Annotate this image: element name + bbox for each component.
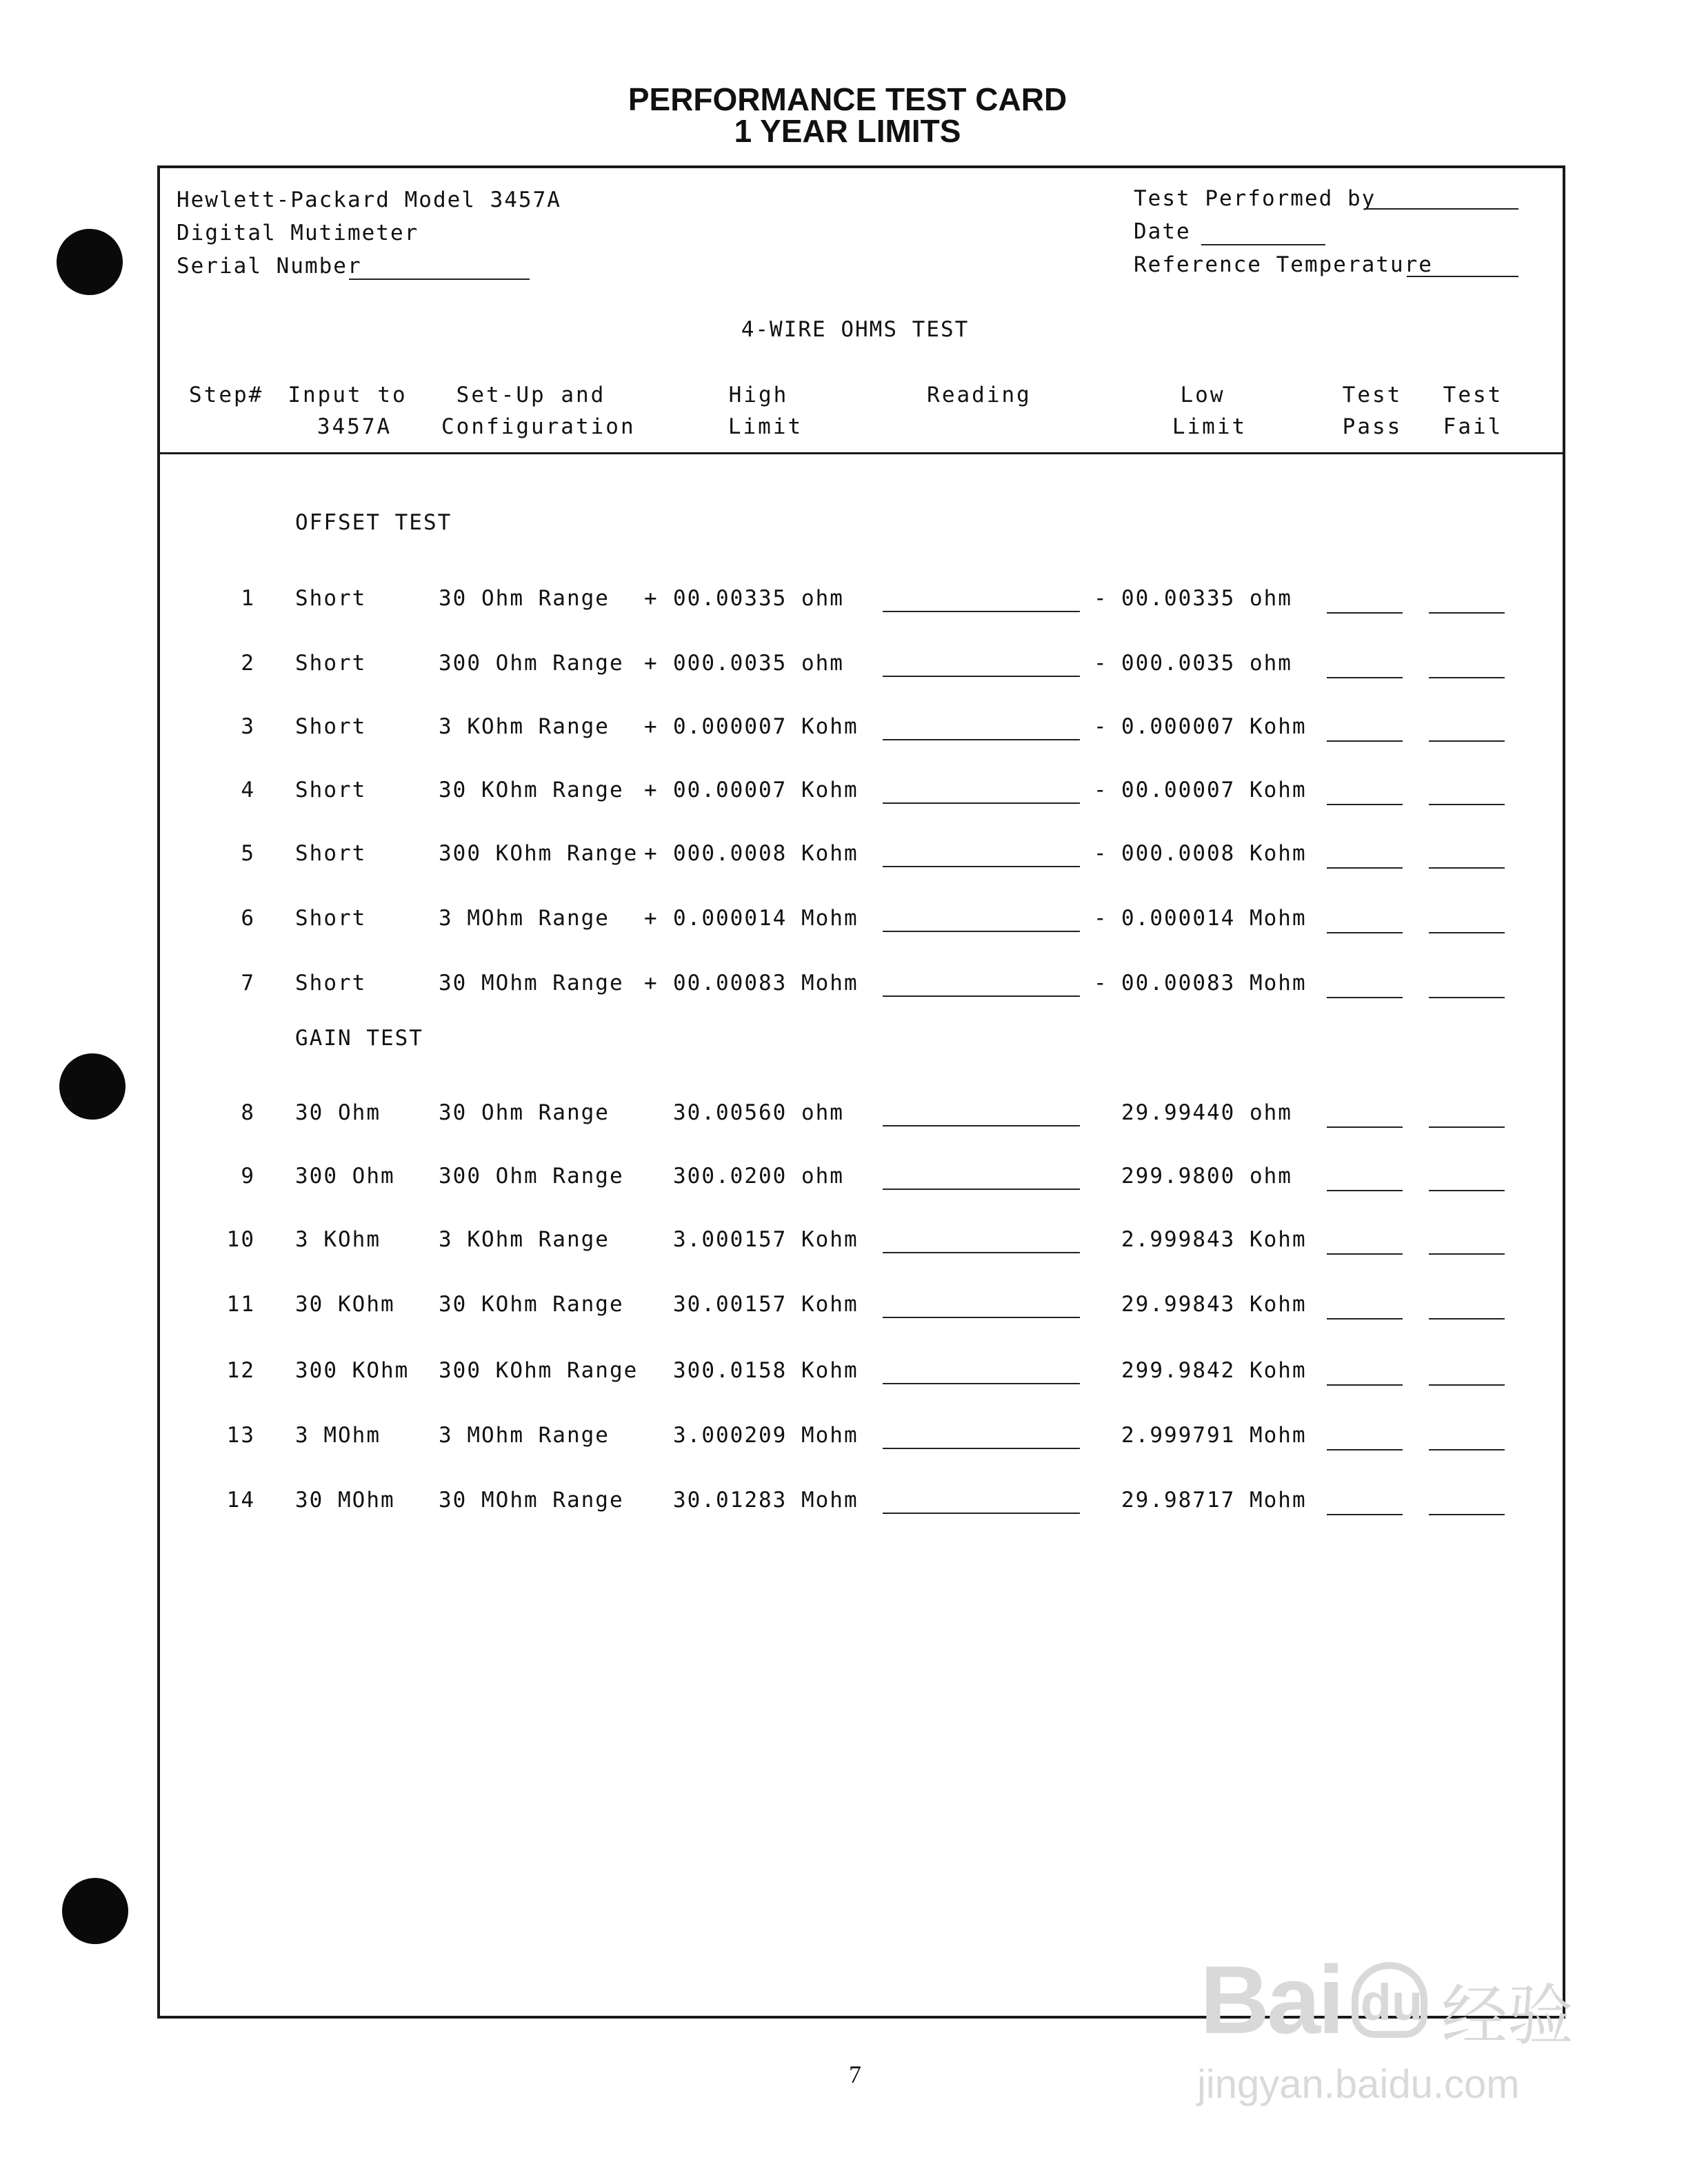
- row-high-sign: +: [644, 714, 659, 739]
- row-fail-field[interactable]: [1429, 932, 1505, 933]
- row-high-limit: 30.01283 Mohm: [673, 1488, 859, 1513]
- row-reading-field[interactable]: [883, 1383, 1080, 1384]
- reference-temperature-label: Reference Temperature: [1134, 252, 1433, 277]
- column-input-line2: 3457A: [317, 414, 392, 439]
- row-input: 30 MOhm: [295, 1488, 395, 1513]
- row-pass-field[interactable]: [1327, 740, 1403, 742]
- row-step: 13: [226, 1423, 255, 1448]
- row-high-limit: 3.000157 Kohm: [673, 1227, 859, 1252]
- row-high-limit: 00.00007 Kohm: [673, 778, 859, 802]
- section-offset-test: OFFSET TEST: [295, 510, 452, 535]
- serial-number-field[interactable]: [349, 279, 530, 280]
- row-fail-field[interactable]: [1429, 677, 1505, 678]
- row-low-limit: 2.999791 Mohm: [1121, 1423, 1307, 1448]
- row-step: 3: [241, 714, 255, 739]
- row-setup: 30 KOhm Range: [439, 778, 624, 802]
- row-low-sign: -: [1094, 841, 1108, 866]
- row-pass-field[interactable]: [1327, 1253, 1403, 1255]
- row-reading-field[interactable]: [883, 866, 1080, 867]
- row-low-limit: 00.00335 ohm: [1121, 586, 1292, 611]
- row-low-limit: 299.9800 ohm: [1121, 1164, 1292, 1189]
- section-gain-test: GAIN TEST: [295, 1026, 423, 1051]
- instrument-label: Digital Mutimeter: [177, 221, 419, 245]
- row-input: 30 KOhm: [295, 1292, 395, 1317]
- row-step: 9: [241, 1164, 255, 1189]
- row-input: Short: [295, 651, 367, 676]
- row-pass-field[interactable]: [1327, 1449, 1403, 1450]
- row-reading-field[interactable]: [883, 1317, 1080, 1318]
- page-number: 7: [849, 2061, 861, 2088]
- watermark-brand-tail: du: [1360, 1974, 1423, 2031]
- row-input: Short: [295, 586, 367, 611]
- watermark-brand: Bai: [1200, 1945, 1342, 2054]
- header-divider: [157, 452, 1565, 454]
- row-low-limit: 2.999843 Kohm: [1121, 1227, 1307, 1252]
- row-setup: 30 Ohm Range: [439, 586, 610, 611]
- row-low-limit: 29.98717 Mohm: [1121, 1488, 1307, 1513]
- row-high-limit: 00.00083 Mohm: [673, 971, 859, 995]
- row-input: Short: [295, 714, 367, 739]
- row-input: Short: [295, 841, 367, 866]
- row-fail-field[interactable]: [1429, 1514, 1505, 1515]
- row-low-limit: 0.000014 Mohm: [1121, 906, 1307, 931]
- row-fail-field[interactable]: [1429, 1449, 1505, 1450]
- row-high-sign: +: [644, 778, 659, 802]
- row-pass-field[interactable]: [1327, 1514, 1403, 1515]
- row-fail-field[interactable]: [1429, 1253, 1505, 1255]
- row-step: 7: [241, 971, 255, 995]
- row-high-sign: +: [644, 906, 659, 931]
- row-high-sign: +: [644, 971, 659, 995]
- row-input: Short: [295, 778, 367, 802]
- date-field[interactable]: [1201, 244, 1325, 245]
- row-fail-field[interactable]: [1429, 997, 1505, 998]
- row-setup: 30 Ohm Range: [439, 1100, 610, 1125]
- binder-hole-bottom: [62, 1878, 128, 1944]
- binder-hole-middle: [59, 1053, 126, 1120]
- row-reading-field[interactable]: [883, 1448, 1080, 1449]
- model-label: Hewlett-Packard Model 3457A: [177, 188, 561, 212]
- row-fail-field[interactable]: [1429, 804, 1505, 805]
- row-reading-field[interactable]: [883, 931, 1080, 932]
- row-pass-field[interactable]: [1327, 1126, 1403, 1128]
- row-reading-field[interactable]: [883, 611, 1080, 612]
- row-low-sign: -: [1094, 586, 1108, 611]
- row-low-sign: -: [1094, 778, 1108, 802]
- row-fail-field[interactable]: [1429, 612, 1505, 614]
- column-setup-line2: Configuration: [441, 414, 636, 439]
- column-input-line1: Input to: [288, 383, 408, 407]
- column-fail-line2: Fail: [1443, 414, 1503, 439]
- column-fail-line1: Test: [1443, 383, 1503, 407]
- watermark-cn: 经验: [1441, 1977, 1574, 2054]
- row-fail-field[interactable]: [1429, 1384, 1505, 1386]
- row-input: 30 Ohm: [295, 1100, 381, 1125]
- row-low-limit: 000.0008 Kohm: [1121, 841, 1307, 866]
- page-title: PERFORMANCE TEST CARD: [628, 81, 1067, 117]
- row-low-limit: 29.99843 Kohm: [1121, 1292, 1307, 1317]
- date-label: Date: [1134, 219, 1191, 244]
- row-reading-field[interactable]: [883, 676, 1080, 677]
- row-low-sign: -: [1094, 906, 1108, 931]
- row-reading-field[interactable]: [883, 995, 1080, 997]
- row-input: 300 Ohm: [295, 1164, 395, 1189]
- row-high-limit: 300.0158 Kohm: [673, 1358, 859, 1383]
- row-high-limit: 300.0200 ohm: [673, 1164, 844, 1189]
- row-reading-field[interactable]: [883, 1252, 1080, 1253]
- row-setup: 3 KOhm Range: [439, 714, 610, 739]
- row-pass-field[interactable]: [1327, 1190, 1403, 1191]
- watermark-url: jingyan.baidu.com: [1197, 2062, 1520, 2107]
- row-reading-field[interactable]: [883, 802, 1080, 804]
- row-high-limit: 30.00560 ohm: [673, 1100, 844, 1125]
- row-high-sign: +: [644, 651, 659, 676]
- row-step: 5: [241, 841, 255, 866]
- row-high-sign: +: [644, 841, 659, 866]
- row-high-limit: 30.00157 Kohm: [673, 1292, 859, 1317]
- row-low-limit: 00.00083 Mohm: [1121, 971, 1307, 995]
- row-low-limit: 00.00007 Kohm: [1121, 778, 1307, 802]
- row-high-limit: 0.000014 Mohm: [673, 906, 859, 931]
- row-setup: 30 MOhm Range: [439, 1488, 624, 1513]
- row-fail-field[interactable]: [1429, 1190, 1505, 1191]
- row-high-limit: 000.0035 ohm: [673, 651, 844, 676]
- row-step: 6: [241, 906, 255, 931]
- row-low-limit: 0.000007 Kohm: [1121, 714, 1307, 739]
- column-reading: Reading: [927, 383, 1032, 407]
- column-low-line2: Limit: [1172, 414, 1247, 439]
- test-name: 4-WIRE OHMS TEST: [741, 317, 970, 342]
- row-fail-field[interactable]: [1429, 740, 1505, 742]
- row-step: 4: [241, 778, 255, 802]
- row-setup: 300 Ohm Range: [439, 651, 624, 676]
- row-pass-field[interactable]: [1327, 612, 1403, 614]
- row-setup: 300 Ohm Range: [439, 1164, 624, 1189]
- row-reading-field[interactable]: [883, 1125, 1080, 1126]
- row-pass-field[interactable]: [1327, 1384, 1403, 1386]
- row-pass-field[interactable]: [1327, 867, 1403, 869]
- row-setup: 30 MOhm Range: [439, 971, 624, 995]
- column-high-line1: High: [728, 383, 789, 407]
- reference-temperature-field[interactable]: [1407, 276, 1518, 277]
- row-low-sign: -: [1094, 714, 1108, 739]
- row-fail-field[interactable]: [1429, 1126, 1505, 1128]
- test-card-frame: [157, 165, 1565, 2019]
- row-high-limit: 00.00335 ohm: [673, 586, 844, 611]
- row-low-limit: 29.99440 ohm: [1121, 1100, 1292, 1125]
- row-high-sign: +: [644, 586, 659, 611]
- row-low-limit: 000.0035 ohm: [1121, 651, 1292, 676]
- row-setup: 3 MOhm Range: [439, 1423, 610, 1448]
- row-low-sign: -: [1094, 971, 1108, 995]
- row-reading-field[interactable]: [883, 1189, 1080, 1190]
- row-input: 3 KOhm: [295, 1227, 381, 1252]
- column-pass-line2: Pass: [1342, 414, 1403, 439]
- row-reading-field[interactable]: [883, 739, 1080, 740]
- row-step: 14: [226, 1488, 255, 1513]
- row-fail-field[interactable]: [1429, 1318, 1505, 1320]
- row-step: 1: [241, 586, 255, 611]
- row-input: Short: [295, 971, 367, 995]
- row-input: Short: [295, 906, 367, 931]
- row-high-limit: 0.000007 Kohm: [673, 714, 859, 739]
- row-pass-field[interactable]: [1327, 804, 1403, 805]
- column-setup-line1: Set-Up and: [456, 383, 606, 407]
- column-pass-line1: Test: [1342, 383, 1403, 407]
- row-step: 2: [241, 651, 255, 676]
- row-input: 300 KOhm: [295, 1358, 410, 1383]
- test-performed-by-label: Test Performed by: [1134, 186, 1376, 211]
- row-step: 10: [226, 1227, 255, 1252]
- row-reading-field[interactable]: [883, 1513, 1080, 1514]
- row-setup: 30 KOhm Range: [439, 1292, 624, 1317]
- page-subtitle: 1 YEAR LIMITS: [734, 113, 961, 149]
- row-fail-field[interactable]: [1429, 867, 1505, 869]
- test-performed-by-field[interactable]: [1364, 208, 1518, 210]
- column-step: Step#: [189, 383, 264, 407]
- row-high-limit: 000.0008 Kohm: [673, 841, 859, 866]
- row-pass-field[interactable]: [1327, 1318, 1403, 1320]
- binder-hole-top: [57, 229, 123, 295]
- row-setup: 3 MOhm Range: [439, 906, 610, 931]
- row-pass-field[interactable]: [1327, 932, 1403, 933]
- row-pass-field[interactable]: [1327, 997, 1403, 998]
- row-input: 3 MOhm: [295, 1423, 381, 1448]
- row-low-sign: -: [1094, 651, 1108, 676]
- serial-number-label: Serial Number: [177, 254, 362, 279]
- row-setup: 300 KOhm Range: [439, 841, 639, 866]
- row-step: 11: [226, 1292, 255, 1317]
- row-step: 8: [241, 1100, 255, 1125]
- column-low-line1: Low: [1180, 383, 1225, 407]
- row-step: 12: [226, 1358, 255, 1383]
- row-setup: 300 KOhm Range: [439, 1358, 639, 1383]
- row-high-limit: 3.000209 Mohm: [673, 1423, 859, 1448]
- row-pass-field[interactable]: [1327, 677, 1403, 678]
- row-setup: 3 KOhm Range: [439, 1227, 610, 1252]
- column-high-line2: Limit: [728, 414, 803, 439]
- row-low-limit: 299.9842 Kohm: [1121, 1358, 1307, 1383]
